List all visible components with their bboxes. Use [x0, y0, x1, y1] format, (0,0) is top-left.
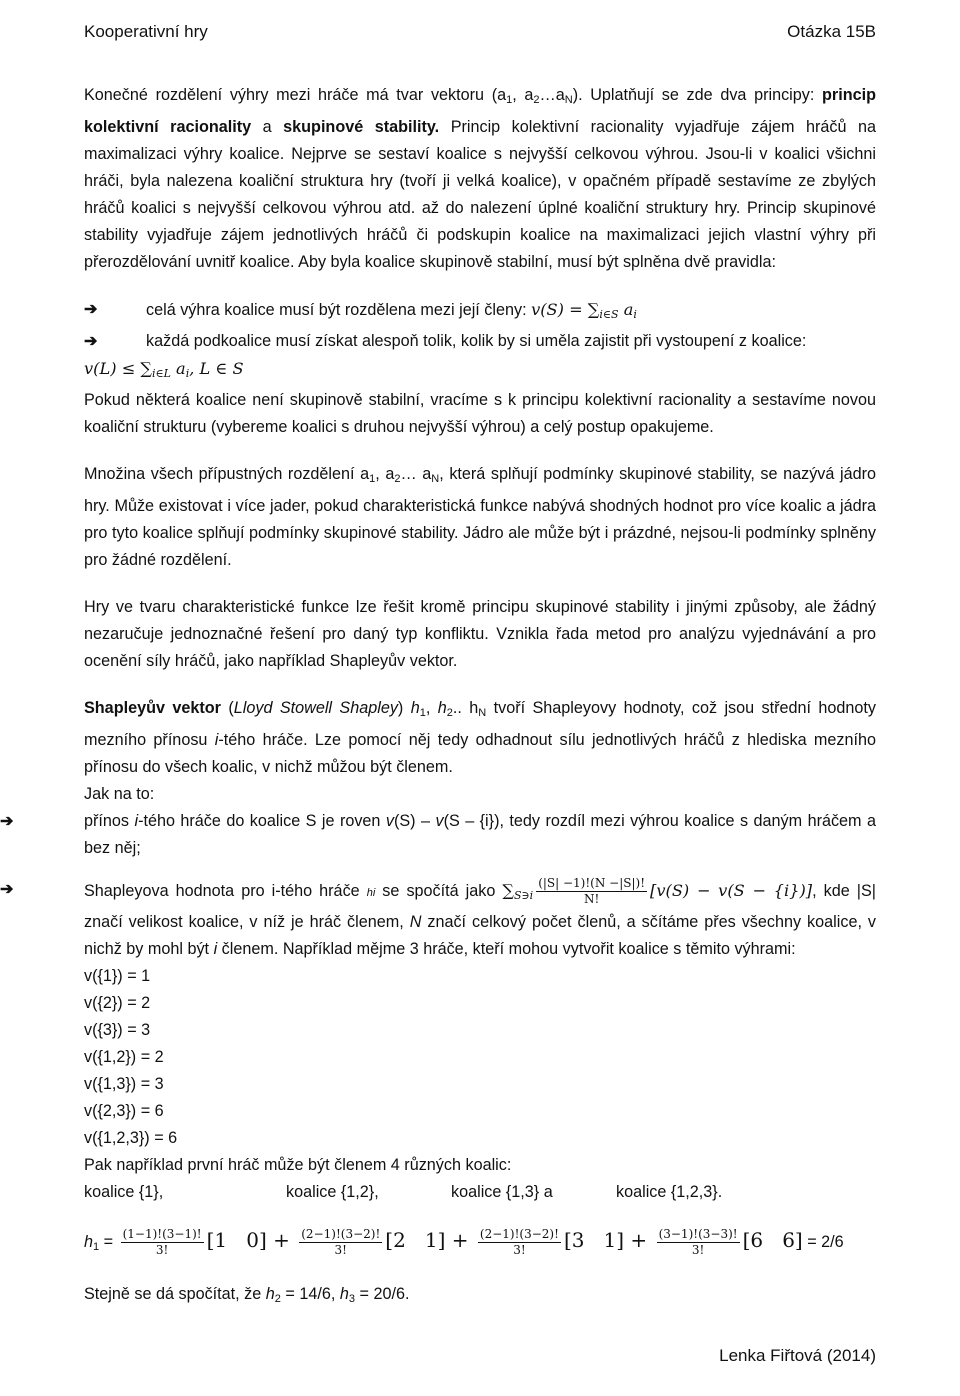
symbol: h [437, 699, 447, 717]
text: -tého hráče. Lze pomocí něj tedy odhadnout sílu jednotlivých hráčů z hlediska mezního přínosu do všech koalic, v nichž můžou být členem. [84, 731, 876, 776]
operator: + [624, 1227, 654, 1252]
bracket-term: [2 1] [385, 1227, 446, 1252]
value-item: v({1,3}) = 3 [84, 1074, 164, 1093]
value-item: v({3}) = 3 [84, 1020, 151, 1039]
fraction [478, 1227, 561, 1258]
coalition-item: koalice {1,2}, [286, 1182, 379, 1201]
symbol: h [339, 1284, 349, 1303]
paragraph-core [84, 461, 876, 574]
subscript: 1 [93, 1240, 100, 1253]
footer-author: Lenka Fiřtová (2014) [719, 1346, 876, 1365]
text: … a [400, 465, 432, 483]
paragraph-shapley [84, 695, 876, 781]
fraction-denominator: 3! [155, 1243, 169, 1257]
formula: a [170, 359, 186, 378]
paragraph-principles [84, 82, 876, 276]
document-body [0, 82, 877, 1313]
operator: + [266, 1227, 297, 1252]
symbol: N [409, 912, 422, 931]
formula: a [618, 300, 634, 319]
text: Konečné rozdělení výhry mezi hráče má tvar vektoru (a [84, 86, 507, 104]
text: = 14/6, [280, 1284, 340, 1303]
fraction-numerator: (3−1)!(3−3)! [658, 1227, 738, 1241]
paragraph-restart: Pokud některá koalice není skupinově stabilní, vracíme s k principu kolektivní racionality a sestavíme novou koaliční strukturu (vybereme koalici s druhou nejvyšší výhrou) a celý postup opakujeme. [84, 391, 876, 436]
symbol: v [435, 812, 444, 830]
formula: v(L) ≤ ∑ [84, 359, 152, 378]
bullet-shapley-value [0, 876, 876, 963]
text: .. h [452, 699, 479, 717]
bracket-term: [6 6] [742, 1227, 803, 1252]
subscript: 2 [533, 94, 540, 106]
text: ( [220, 699, 234, 717]
text: značí celkový počet členů, a sčítáme přes všechny koalice, v nichž by mohl být [84, 912, 876, 958]
subscript: 3 [348, 1292, 356, 1305]
text: , která splňují podmínky skupinové stability, se nazývá jádro hry. Může existovat i více jader, pokud charakteristická funkce nabývá shodných hodnot pro více koalic a jádra pro tyto koalice splňují podmínky skupinové stability. Jádro ale může být i prázdné, nejsou-li podmínky splněny pro žádné rozdělení. [84, 465, 876, 569]
subscript: N [564, 94, 573, 106]
subscript: 2 [274, 1292, 281, 1305]
rule-1 [84, 296, 876, 328]
text: , kde |S| značí velikost koalice, v níž je hráč členem, [84, 881, 876, 931]
symbol: i [134, 812, 139, 830]
value-item: v({2}) = 2 [84, 993, 151, 1012]
h1-formula [84, 1220, 876, 1267]
rule-text: celá výhra koalice musí být rozdělena mezi její členy: [146, 301, 532, 319]
text: přínos [84, 812, 135, 830]
fraction [536, 876, 647, 907]
paragraph-methods: Hry ve tvaru charakteristické funkce lze řešit kromě principu skupinové stability i jinými způsoby, ale žádný nezaručuje jednoznačné řešení pro daný typ konfliktu. Vznikla řada metod pro analýzu vyjednávání a pro ocenění síly hráčů, jako například Shapleyův vektor. [84, 598, 876, 670]
bullet-contribution [0, 808, 876, 862]
text: Princip kolektivní racionality vyjadřuje zájem hráčů na maximalizaci výhry koalice. Nejprve se sestaví koalice s nejvyšší celkovou výhrou. Jsou-li v koalici všichni hráči, byla nalezena koaliční struktura hry (tvoří ji velká koalice), v opačném případě sestavíme ze zbylých hráčů koalici s nejvyšší celkovou výhrou atd. až do nalezení úplné koaliční struktury hry. Princip skupinové stability vyjadřuje zájem jednotlivých hráčů či podskupin koalice na maximalizaci jejich vlastní výhry při přerozdělování uvnitř koalice. Aby byla koalice skupinově stabilní, musí být splněna dvě pravidla: [84, 118, 876, 271]
fraction [299, 1227, 382, 1258]
coalitions-intro: Pak například první hráč může být členem 4 různých koalic: [84, 1155, 512, 1174]
subscript: i [633, 308, 637, 321]
text: -tého hráče do koalice S je roven [138, 812, 386, 830]
subscript: 2 [446, 707, 453, 719]
text: členem. Například mějme 3 hráče, kteří mohou vytvořit koalice s těmito výhrami: [217, 939, 796, 958]
bold-term: Shapleyův vektor [84, 699, 221, 717]
text: , [425, 699, 438, 717]
coalition-item: koalice {1}, [84, 1182, 164, 1201]
fraction [657, 1227, 740, 1258]
text: = 20/6. [355, 1284, 410, 1303]
subscript: N [478, 707, 487, 719]
subscript: 2 [394, 473, 401, 485]
formula: v(S) = ∑ [531, 300, 600, 319]
bracket-term: [1 0] [206, 1227, 267, 1252]
symbol: i [213, 939, 218, 958]
value-item: v({1}) = 1 [84, 966, 151, 985]
text: …a [539, 86, 565, 104]
symbol: i [214, 731, 219, 749]
value-item: v({2,3}) = 6 [84, 1101, 164, 1120]
formula: , L ∈ S [189, 359, 244, 378]
subscript: i∈S [599, 308, 619, 321]
coalition-item: koalice {1,3} a [451, 1182, 553, 1201]
fraction-denominator: 3! [513, 1243, 526, 1257]
bold-term: princip kolektivní racionality [84, 86, 876, 136]
symbol: h [84, 1232, 94, 1251]
subscript: 1 [369, 473, 376, 485]
formula: [v(S) − v(S − {i})] [650, 880, 813, 900]
symbol: v [385, 812, 394, 830]
fraction-numerator: (2−1)!(3−2)! [479, 1227, 559, 1241]
bold-term: skupinové stability. [283, 118, 440, 136]
header-question: Otázka 15B [787, 22, 876, 41]
subscript: 1 [419, 707, 426, 719]
subscript: N [431, 473, 440, 485]
coalition-item: koalice {1,2,3}. [616, 1182, 723, 1201]
fraction [121, 1227, 204, 1258]
rule-2-formula [84, 355, 876, 387]
rule-text: každá podkoalice musí získat alespoň tolik, kolik by si uměla zajistit při vystoupení z koalice: [146, 332, 807, 350]
arrow-icon: ➔ [0, 812, 14, 830]
operator: + [445, 1227, 475, 1252]
text: tvoří Shapleyovy hodnoty, což jsou střední hodnoty mezního přínosu [84, 699, 877, 749]
arrow-icon: ➔ [0, 880, 14, 898]
text: , a [512, 86, 534, 104]
howto-label: Jak na to: [84, 785, 155, 803]
subscript: i∈L [151, 367, 171, 380]
arrow-icon: ➔ [84, 332, 98, 350]
symbol: hi [366, 886, 376, 899]
coalitions-row [84, 1179, 876, 1206]
rule-2 [84, 328, 876, 355]
text: = [99, 1232, 118, 1251]
fraction-numerator: (1−1)!(3−1)! [122, 1227, 202, 1241]
value-item: v({1,2}) = 2 [84, 1047, 164, 1066]
text: , a [375, 465, 395, 483]
text: a [251, 118, 284, 136]
text: (S – {i}), tedy rozdíl mezi výhrou koalice s daným hráčem a bez něj; [84, 812, 876, 857]
symbol: h [265, 1284, 275, 1303]
subscript: S∋i [513, 888, 534, 902]
final-sentence [84, 1281, 876, 1313]
fraction-numerator: (|S| −1)!(N −|S|)! [538, 876, 646, 890]
fraction-numerator: (2−1)!(3−2)! [301, 1227, 381, 1241]
text: Stejně se dá spočítat, že [84, 1284, 266, 1303]
formula-result: = 2/6 [802, 1232, 844, 1251]
text: Shapleyova hodnota pro i-tého hráče [84, 881, 367, 900]
values-list [84, 963, 876, 1152]
header-title: Kooperativní hry [84, 22, 208, 41]
fraction-denominator: 3! [334, 1243, 347, 1257]
author-name: Lloyd Stowell Shapley [233, 699, 398, 717]
fraction-denominator: N! [583, 892, 600, 906]
symbol: h [410, 699, 420, 717]
text: (S) – [393, 812, 436, 830]
text: ) [397, 699, 411, 717]
value-item: v({1,2,3}) = 6 [84, 1128, 178, 1147]
formula: ∑ [502, 880, 514, 900]
subscript: 1 [506, 94, 513, 106]
arrow-icon: ➔ [84, 300, 98, 318]
text: ). Uplatňují se zde dva principy: [572, 86, 823, 104]
text: Množina všech přípustných rozdělení a [84, 465, 370, 483]
text: se spočítá jako [375, 881, 503, 900]
subscript: i [185, 367, 190, 380]
bracket-term: [3 1] [563, 1227, 625, 1252]
fraction-denominator: 3! [691, 1243, 705, 1257]
